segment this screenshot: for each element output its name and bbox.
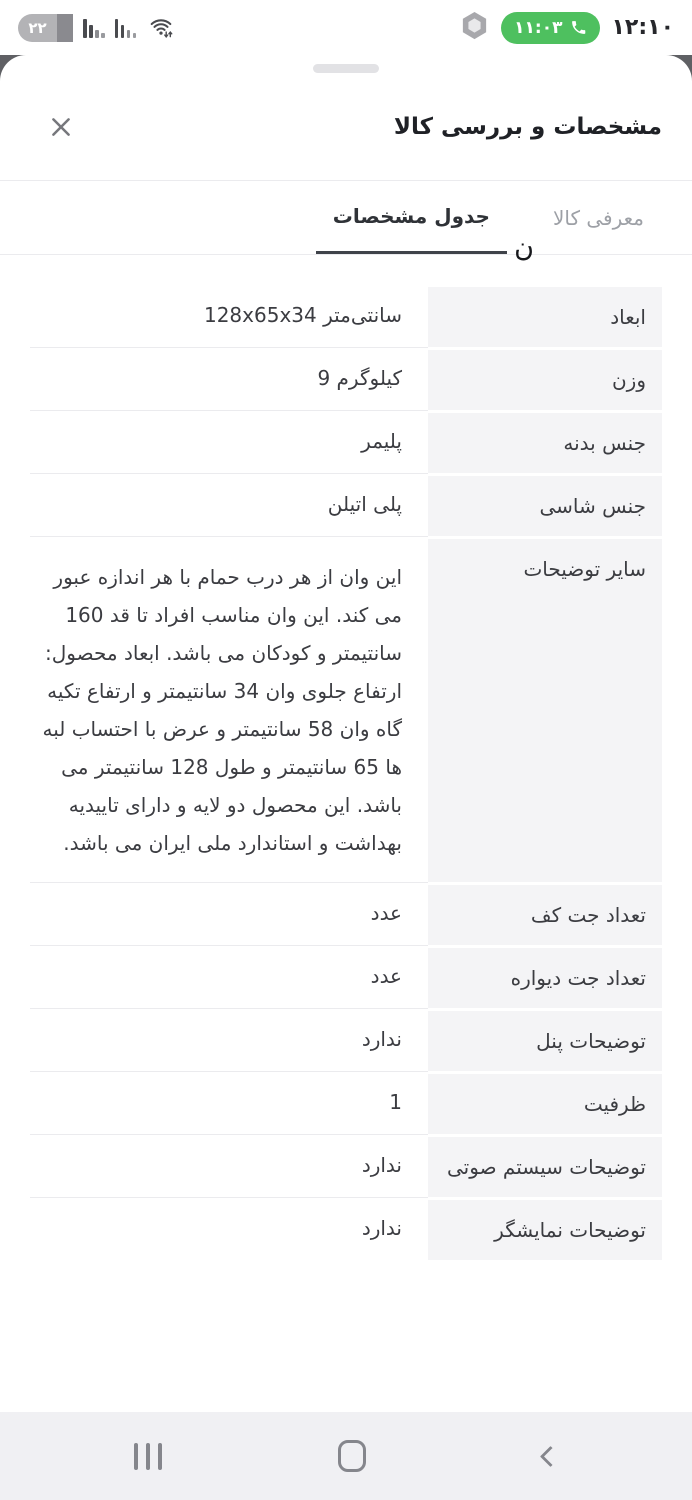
spec-label: سایر توضیحات [428, 539, 662, 882]
status-left-group [18, 13, 176, 43]
specs-bottom-sheet [0, 55, 692, 1500]
spec-value: عدد [370, 901, 402, 925]
back-icon [540, 1445, 561, 1466]
status-clock: ۱۲:۱۰ [611, 15, 674, 40]
spec-label: تعداد جت دیواره [428, 948, 662, 1008]
status-right-group [459, 10, 674, 45]
spec-row [30, 348, 662, 411]
recents-icon [134, 1443, 162, 1470]
ongoing-call-pill[interactable] [501, 12, 600, 44]
battery-percent: ۲۲ [28, 18, 47, 37]
scrolled-content-peek [0, 232, 692, 269]
spec-value: ندارد [361, 1216, 402, 1240]
spec-row [30, 946, 662, 1009]
spec-label: توضیحات نمایشگر [428, 1200, 662, 1260]
hexagon-icon [459, 10, 490, 45]
spec-row [30, 1009, 662, 1072]
back-button[interactable] [537, 1443, 564, 1470]
spec-row [30, 1135, 662, 1198]
cellular-signal-icon [115, 18, 137, 38]
sheet-drag-handle[interactable] [313, 64, 379, 73]
close-button[interactable] [44, 110, 78, 144]
product-intro-tab[interactable]: معرفی کالا [551, 181, 646, 254]
recents-button[interactable] [128, 1437, 168, 1476]
call-duration: ۱۱:۰۳ [514, 17, 563, 38]
home-button[interactable] [332, 1434, 372, 1478]
spec-label: توضیحات سیستم صوتی [428, 1137, 662, 1197]
spec-label: جنس بدنه [428, 413, 662, 473]
tab-bar [0, 181, 692, 254]
home-icon [338, 1440, 366, 1472]
spec-value: 9 کیلوگرم [317, 366, 402, 390]
spec-value: 1 [389, 1090, 402, 1114]
spec-label: تعداد جت کف [428, 885, 662, 945]
clipped-text: ن [514, 232, 534, 263]
spec-value: پلیمر [361, 429, 402, 453]
spec-label: جنس شاسی [428, 476, 662, 536]
cellular-signal-icon [83, 18, 105, 38]
spec-value: ندارد [361, 1153, 402, 1177]
spec-label: ظرفیت [428, 1074, 662, 1134]
spec-value: عدد [370, 964, 402, 988]
spec-value: ندارد [361, 1027, 402, 1051]
sheet-header [0, 73, 692, 180]
spec-label: توضیحات پنل [428, 1011, 662, 1071]
battery-indicator [18, 14, 73, 42]
spec-value: این وان از هر درب حمام با هر اندازه عبور می کند. این وان مناسب افراد تا قد 160 سانتیمتر و کودکان می باشد. ابعاد محصول: ارتفاع جلوی وان 34 سانتیمتر و ارتفاع تکیه گاه وان 58 سانتیمتر و عرض با احتساب لبه ها 65 سانتیمتر و طول 128 سانتیمتر می باشد. این محصول دو لایه و دارای تاییدیه بهداشت و استاندارد ملی ایران می باشد. [42, 565, 402, 855]
page-title: مشخصات و بررسی کالا [393, 113, 662, 140]
spec-value: 128x65x34 سانتی‌متر [203, 303, 402, 327]
spec-table-tab[interactable]: جدول مشخصات [316, 181, 507, 254]
spec-label: وزن [428, 350, 662, 410]
spec-label: ابعاد [428, 287, 662, 347]
wifi-icon [146, 13, 176, 43]
spec-row [30, 1072, 662, 1135]
spec-value: پلی اتیلن [327, 492, 402, 516]
status-bar [0, 0, 692, 55]
spec-row [30, 537, 662, 883]
spec-row [30, 474, 662, 537]
android-nav-bar [0, 1412, 692, 1500]
spec-row [30, 883, 662, 946]
spec-row [30, 411, 662, 474]
spec-table [30, 285, 662, 1261]
spec-row [30, 1198, 662, 1261]
spec-row [30, 285, 662, 348]
close-icon [48, 114, 74, 140]
phone-icon [570, 19, 587, 36]
battery-level-cap [57, 14, 73, 42]
